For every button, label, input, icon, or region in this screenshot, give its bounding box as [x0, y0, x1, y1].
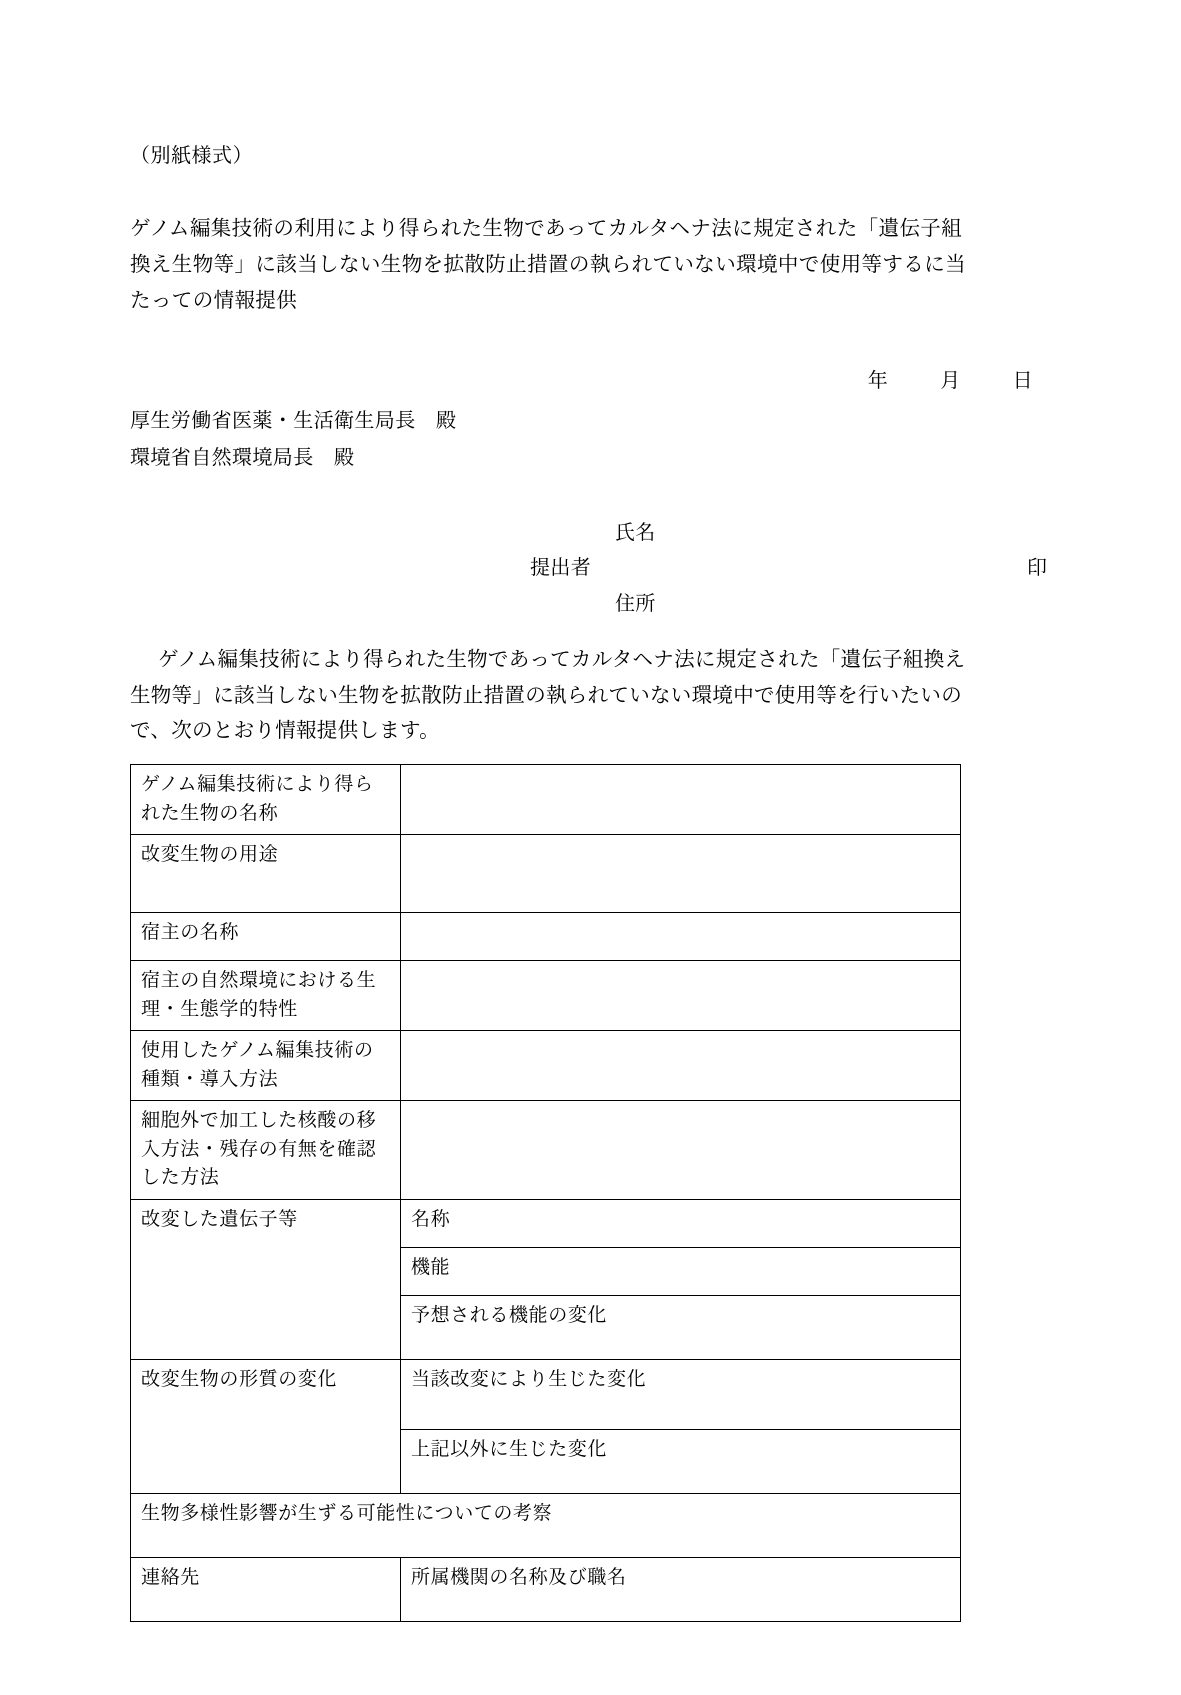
row-value[interactable] [401, 1101, 961, 1200]
row-label: 宿主の自然環境における生理・生態学的特性 [131, 961, 401, 1031]
addressee-block [130, 403, 1051, 477]
row-label: 宿主の名称 [131, 913, 401, 961]
row-label-group-modified-gene: 改変した遺伝子等 [131, 1199, 401, 1359]
row-value[interactable] [401, 913, 961, 961]
submitter-fields [615, 515, 656, 623]
seal-mark: 印 [1027, 556, 1047, 579]
body-paragraph-text: ゲノム編集技術により得られた生物であってカルタヘナ法に規定された「遺伝子組換え生物等」に該当しない生物を拡散防止措置の執られていない環境中で使用等を行いたいので、次のとおり情報提供します。 [130, 648, 966, 743]
row-value[interactable] [401, 961, 961, 1031]
table-row [131, 1031, 961, 1101]
date-day: 日 [1012, 369, 1033, 392]
row-label: 生物多様性影響が生ずる可能性についての考察 [131, 1493, 961, 1557]
row-label-contact: 連絡先 [131, 1557, 401, 1621]
row-sublabel: 名称 [401, 1199, 961, 1247]
document-title: ゲノム編集技術の利用により得られた生物であってカルタヘナ法に規定された「遺伝子組換え生物等」に該当しない生物を拡散防止措置の執られていない環境中で使用等するに当たっての情報提供 [130, 218, 966, 312]
date-year: 年 [867, 369, 889, 392]
form-tag: （別紙様式） [130, 145, 253, 167]
date-line [130, 364, 1051, 393]
row-label: 使用したゲノム編集技術の種類・導入方法 [131, 1031, 401, 1101]
row-sublabel: 予想される機能の変化 [401, 1295, 961, 1359]
row-value[interactable] [401, 765, 961, 835]
row-value[interactable] [401, 835, 961, 913]
table-row [131, 1557, 961, 1621]
information-form-table [130, 764, 961, 1622]
row-sublabel: 機能 [401, 1247, 961, 1295]
body-paragraph [130, 643, 970, 751]
table-row [131, 913, 961, 961]
table-row [131, 1493, 961, 1557]
addressee-mhlw: 厚生労働省医薬・生活衛生局長 殿 [130, 409, 457, 432]
row-label: 細胞外で加工した核酸の移入方法・残存の有無を確認した方法 [131, 1101, 401, 1200]
row-label: 改変生物の用途 [131, 835, 401, 913]
table-row [131, 765, 961, 835]
submitter-block [130, 515, 1051, 625]
table-row [131, 1359, 961, 1429]
date-month: 月 [940, 369, 961, 392]
addressee-moe: 環境省自然環境局長 殿 [130, 446, 355, 469]
row-label: ゲノム編集技術により得られた生物の名称 [131, 765, 401, 835]
row-sublabel: 上記以外に生じた変化 [401, 1429, 961, 1493]
table-row [131, 835, 961, 913]
row-sublabel: 当該改変により生じた変化 [401, 1359, 961, 1429]
submitter-name-label: 氏名 [615, 521, 656, 544]
table-row [131, 1199, 961, 1247]
table-row [131, 961, 961, 1031]
row-value[interactable] [401, 1031, 961, 1101]
submitter-label: 提出者 [530, 556, 592, 579]
row-label-group-trait-change: 改変生物の形質の変化 [131, 1359, 401, 1493]
table-row [131, 1101, 961, 1200]
row-sublabel: 所属機関の名称及び職名 [401, 1557, 961, 1621]
submitter-address-label: 住所 [615, 592, 656, 615]
